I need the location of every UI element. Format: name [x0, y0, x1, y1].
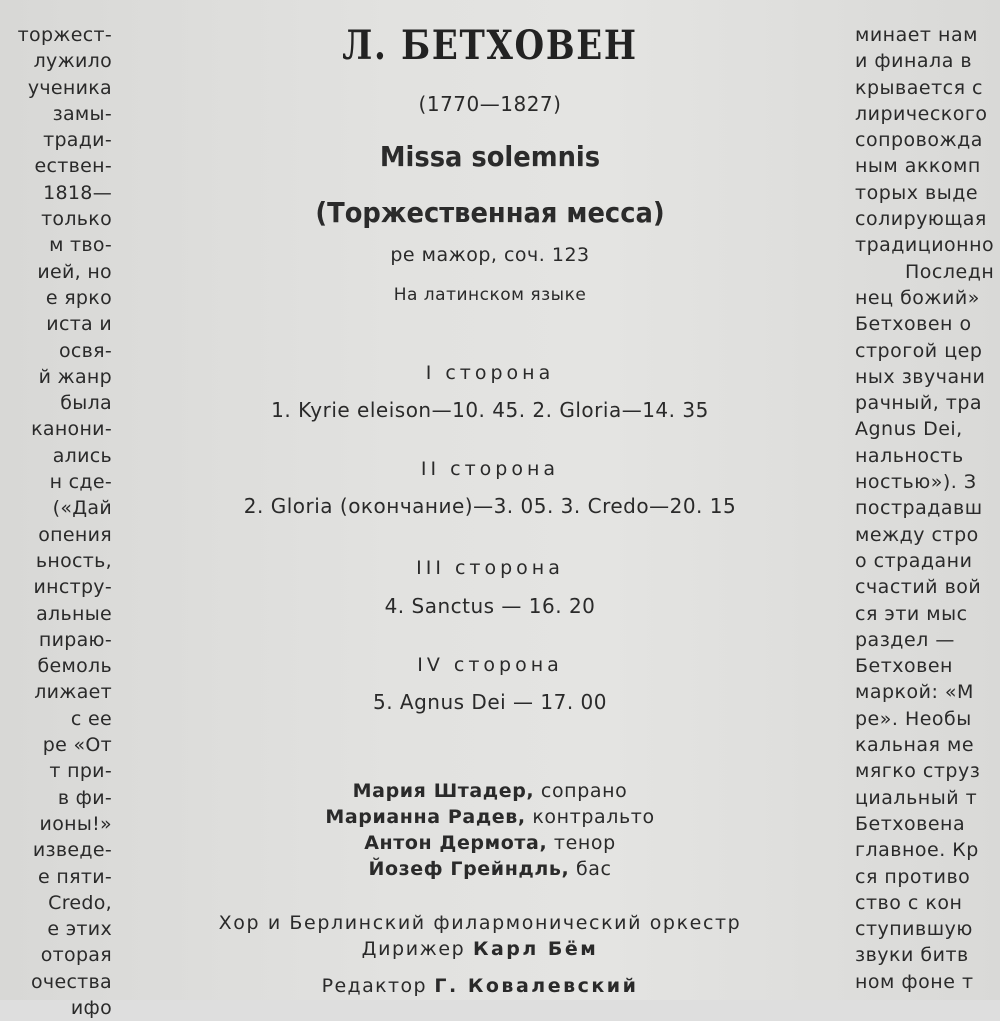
work-language: На латинском языке	[393, 285, 587, 305]
left-line: т при-	[49, 760, 112, 783]
right-line: ре». Необы	[855, 707, 972, 730]
right-line: маркой: «М	[855, 681, 974, 704]
left-line: ифо	[70, 996, 112, 1019]
editor-name: Г. Ковалевский	[434, 975, 639, 997]
left-line: ались	[52, 444, 112, 467]
left-line: лижает	[34, 681, 112, 704]
performer-role: сопрано	[534, 780, 628, 802]
right-line: ся противо	[855, 865, 971, 888]
right-line: ностью»). З	[855, 471, 977, 494]
right-line: ных звучани	[855, 365, 986, 388]
left-line: замы-	[52, 102, 112, 125]
right-line: ступившую	[855, 918, 973, 941]
left-line: бемоль	[37, 655, 112, 678]
left-line: й жанр	[38, 365, 112, 388]
performer-name: Марианна Радев,	[325, 806, 526, 828]
right-line: счастий вой	[855, 576, 982, 599]
side-3-tracks: 4. Sanctus — 16. 20	[384, 594, 596, 618]
left-line: ученика	[27, 76, 112, 99]
right-line: строгой цер	[855, 339, 983, 362]
side-1-title: I сторона	[425, 362, 555, 384]
right-line: Agnus Dei,	[855, 418, 963, 441]
left-line: ионы!»	[39, 812, 112, 835]
left-line: освя-	[58, 339, 112, 362]
right-line: Бетховен	[855, 655, 953, 678]
right-line: торых выде	[855, 181, 979, 204]
right-line: крывается с	[855, 76, 983, 99]
left-text-column	[0, 22, 112, 1021]
work-key: ре мажор, соч. 123	[390, 244, 590, 266]
left-line: с ее	[70, 707, 112, 730]
left-line: е этих	[47, 918, 112, 941]
right-line: Бетховена	[855, 812, 966, 835]
right-line: о страдани	[855, 549, 973, 572]
left-line: канони-	[31, 418, 112, 441]
performer-contralto	[150, 806, 830, 828]
left-line: ре «От	[42, 734, 112, 757]
right-line: пострадавш	[855, 497, 983, 520]
right-line: мягко струз	[855, 760, 981, 783]
performer-bass	[150, 858, 830, 880]
right-line: ном фоне т	[855, 970, 974, 993]
left-line: Credo,	[48, 891, 112, 914]
composer-years: (1770—1827)	[418, 92, 562, 116]
performer-name: Мария Штадер,	[352, 780, 535, 802]
left-line: тради-	[43, 129, 112, 152]
right-line: Бетховен о	[855, 313, 972, 336]
right-line: циальный т	[855, 786, 978, 809]
performer-role: бас	[569, 858, 612, 880]
side-3-title: III сторона	[416, 557, 564, 579]
performer-tenor	[150, 832, 830, 854]
conductor-name: Карл Бём	[472, 938, 599, 960]
left-line: торжест-	[17, 24, 112, 46]
left-line: ествен-	[34, 155, 112, 178]
side-4-tracks: 5. Agnus Dei — 17. 00	[372, 690, 608, 714]
performer-role: тенор	[547, 832, 616, 854]
right-line: ство с кон	[855, 891, 963, 914]
right-line: раздел —	[855, 628, 955, 651]
right-line: нец божий»	[855, 286, 980, 309]
right-line: лирического	[855, 102, 988, 125]
left-line: была	[60, 392, 112, 415]
right-line: кальная ме	[855, 734, 975, 757]
left-line: альные	[36, 602, 112, 625]
conductor-label: Дирижер	[361, 938, 473, 960]
performer-name: Антон Дермота,	[364, 832, 548, 854]
left-line: е ярко	[45, 286, 112, 309]
left-line: н сде-	[49, 471, 112, 494]
work-subtitle: (Торжественная месса)	[315, 196, 665, 229]
right-text-column	[855, 22, 1000, 995]
left-line: иста и	[46, 313, 112, 336]
left-line: ьность,	[35, 549, 112, 572]
left-line: инстру-	[33, 576, 112, 599]
editor-label: Редактор	[321, 975, 435, 997]
left-line: м тво-	[49, 234, 112, 257]
side-4-title: IV сторона	[417, 654, 563, 676]
right-line: сопровожда	[855, 129, 983, 152]
right-line: и финала в	[855, 50, 973, 73]
left-line: опения	[38, 523, 112, 546]
right-line: ным аккомп	[855, 155, 981, 178]
right-line: между стро	[855, 523, 979, 546]
left-line: ией, но	[37, 260, 112, 283]
right-line: ся эти мыс	[855, 602, 968, 625]
right-line: минает нам	[855, 24, 978, 46]
side-2-tracks: 2. Gloria (окончание)—3. 05. 3. Credo—20. 15	[243, 494, 737, 518]
right-line: рачный, тра	[855, 392, 983, 415]
left-line: е пяти-	[38, 865, 112, 888]
performer-role: контральто	[525, 806, 655, 828]
editor-credit	[120, 975, 840, 997]
right-line: нальность	[855, 444, 964, 467]
left-line: в фи-	[57, 786, 112, 809]
side-1-tracks: 1. Kyrie eleison—10. 45. 2. Gloria—14. 35	[271, 398, 709, 422]
right-line: традиционно	[855, 234, 995, 257]
right-line: Последн	[905, 260, 995, 283]
conductor-credit	[120, 938, 840, 960]
performer-soprano	[150, 780, 830, 802]
right-line: солирующая	[855, 208, 987, 231]
work-title: Missa solemnis	[379, 140, 601, 173]
left-line: пираю-	[38, 628, 112, 651]
left-line: оторая	[40, 944, 112, 967]
left-line: очества	[31, 970, 112, 993]
side-2-title: II сторона	[420, 458, 560, 480]
left-line: изведе-	[32, 839, 112, 862]
left-line: («Дай	[52, 497, 112, 520]
left-line: лужило	[33, 50, 112, 73]
right-line: главное. Кр	[855, 839, 979, 862]
orchestra-credit: Хор и Берлинский филармонический оркестр	[218, 912, 742, 934]
performer-name: Йозеф Грейндль,	[368, 858, 570, 880]
composer-name: Л. БЕТХОВЕН	[342, 22, 638, 69]
right-line: звуки битв	[855, 944, 969, 967]
left-line: 1818—	[43, 181, 112, 204]
left-line: только	[41, 208, 112, 231]
